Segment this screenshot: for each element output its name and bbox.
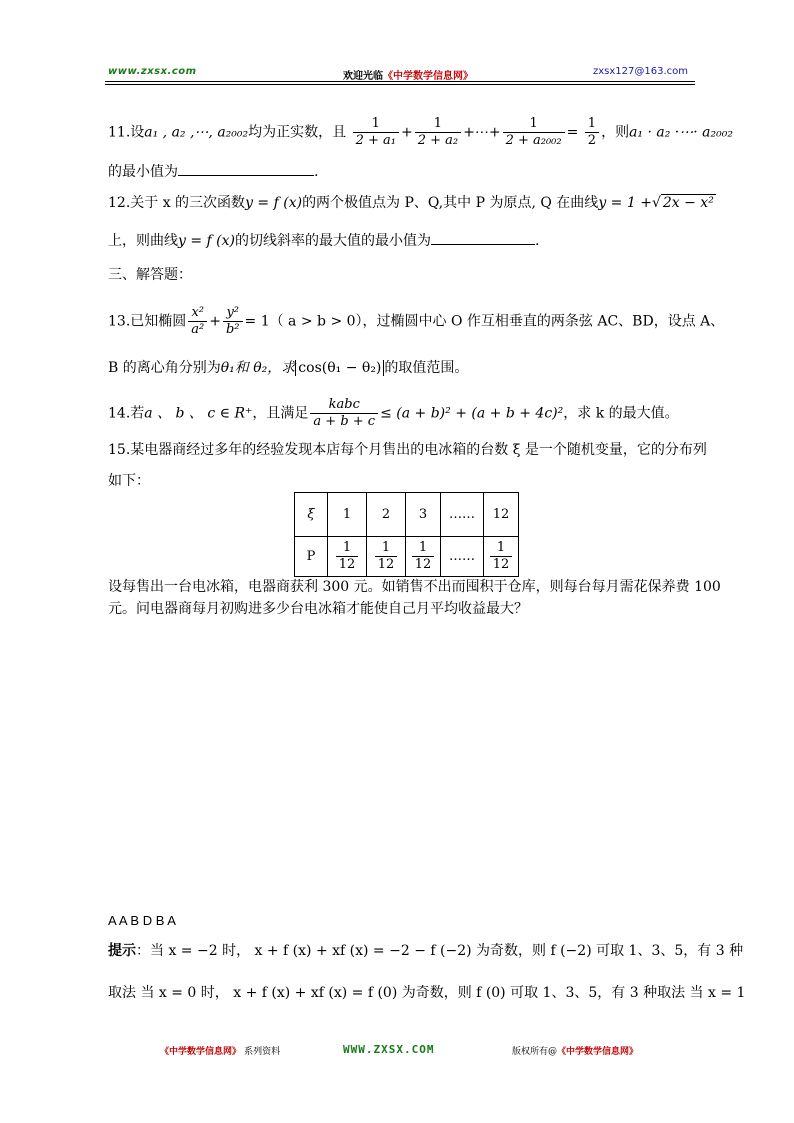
q11-frac-half: $\frac{1}{2}$ [585,116,599,149]
q12-line1: 12.关于 x 的三次函数y = f (x)的两个极值点为 P、Q,其中 P 为原点, Q 在曲线y = 1 +√ 2x − x² [108,195,714,211]
table-frac-den: 12 [375,556,398,573]
q12-curve: y = 1 + [598,195,652,211]
q11-prefix: 11.设 [108,124,145,141]
footer-left-brand: 《中学数学信息网》 [160,1047,242,1057]
q13-line2 [108,358,468,378]
table-frac-den: 12 [490,556,513,573]
q15-line1: 15.某电器商经过多年的经验发现本店每个月售出的电冰箱的台数 ξ 是一个随机变量，它的分布列 [108,442,707,458]
q14-ineq: ≤ (a + b)² + (a + b + 4c)² [380,405,564,422]
q13-line2-b: 的取值范围。 [384,360,469,376]
q14-prefix: 14.若 [108,405,145,422]
q13-frac-y: $\frac{\text{y²}}{\text{b²}}$ [223,305,243,338]
table-frac-den: 12 [412,556,435,573]
header-site: www.zxsx.com [108,66,197,77]
table-cell [367,537,406,577]
table-frac-num: 1 [381,540,391,555]
table-frac-den: 12 [336,556,359,573]
footer-right-prefix: 版权所有@ [512,1047,558,1057]
q14-frac-num: kabc [328,397,360,412]
table-frac-num: 1 [418,540,428,555]
hint-line1 [108,941,743,961]
table-cell [484,537,519,577]
q14-mid: ，且满足 [252,405,309,422]
footer-left [160,1044,280,1057]
q13-prefix: 13.已知椭圆 [108,313,187,330]
q15-line3: 设每售出一台电冰箱，电器商获利 300 元。如销售不出而囤积于仓库，则每台每月需花保养费 100 [108,579,721,595]
q12-period: . [535,233,540,249]
header-welcome-prefix: 欢迎光临 [343,71,383,82]
header-divider [105,81,695,82]
q15-line4: 元。问电器商每月初购进多少台电冰箱才能使自己月平均收益最大？ [108,601,528,617]
header-email: zxsx127@163.com [593,66,689,77]
q13-abs: cos(θ₁ − θ₂) [295,360,384,376]
q12-line2-a: 上，则曲线 [108,233,178,249]
header-welcome-brand: 《中学数学信息网》 [383,71,473,82]
footer-right [512,1044,638,1057]
q12-sqrt: 2x − x² [662,195,714,211]
table-cell: …… [441,537,484,577]
q11-mid: 均为正实数，且 [248,124,347,141]
q11-product: a₁ · a₂ ·⋯· a₂₀₀₂ [629,124,733,141]
q11-frac-1: $\frac{1}{\text{2 + a₁}}$ [353,116,399,149]
q13-theta: θ₁和 θ₂，求 [220,360,296,376]
footer-right-brand: 《中学数学信息网》 [557,1047,639,1057]
q14-vars: a 、 b 、 c ∈ R⁺ [144,405,253,422]
q14-frac [310,397,378,430]
footer-left-suffix: 系列资料 [244,1047,281,1057]
q11-period: . [314,164,319,180]
table-cell: 3 [406,493,441,537]
distribution-table [294,492,519,577]
table-cell: …… [441,493,484,537]
hint-line1-text: ：当 x = −2 时， x + f (x) + xf (x) = −2 − f (−2) 为奇数，则 f (−2) 可取 1、3、5，有 3 种 [136,943,744,959]
q12-line2-b: 的切线斜率的最大值的最小值为 [235,233,431,249]
table-row [295,493,519,537]
table-row [295,537,519,577]
q12-text1: 12.关于 x 的三次函数 [108,195,246,211]
q11-eq: = [566,124,583,141]
table-cell [406,537,441,577]
q12-answer-blank [431,232,535,245]
q11-answer-blank [178,163,314,176]
q13-line1: 13.已知椭圆 $\frac{\text{x²}}{\text{a²}}$ + $\frac{\text{y²}}{\text{b²}}$ = 1（ a > b > 0），过椭圆中心 O 作互相垂直的两条弦 AC、BD，设点 A、 [108,305,725,337]
q11-frac-3: $\frac{1}{\text{2 + a₂₀₀₂}}$ [503,116,565,149]
table-cell: ξ [295,493,328,537]
header-divider-2 [105,84,695,85]
q11-then: ，则 [601,124,630,141]
q13-frac-x: $\frac{\text{x²}}{\text{a²}}$ [188,305,207,338]
q14-end: ，求 k 的最大值。 [563,405,679,422]
header-welcome [343,67,473,82]
q11-line2 [108,162,318,182]
q14-frac-den: a + b + c [310,413,378,430]
table-cell: 2 [367,493,406,537]
table-cell: 12 [484,493,519,537]
hint-label: 提示 [108,943,136,959]
table-cell: P [295,537,328,577]
q12-line2-func: y = f (x) [178,233,235,249]
q11-vars: a₁ , a₂ ,⋯, a₂₀₀₂ [144,124,249,141]
table-frac-num: 1 [496,540,506,555]
q13-eq-rest: = 1（ a > b > 0），过椭圆中心 O 作互相垂直的两条弦 AC、BD，设点 A、 [244,313,725,330]
q11-frac-2: $\frac{1}{\text{2 + a₂}}$ [415,116,461,149]
footer-site: WWW.ZXSX.COM [343,1043,435,1056]
q12-line2 [108,231,539,251]
answer-key: A A B D B A [108,913,176,928]
hint-line2: 取法 当 x = 0 时， x + f (x) + xf (x) = f (0) 为奇数，则 f (0) 可取 1、3、5，有 3 种取法 当 x = 1 [108,985,746,1001]
q11-line1: 11.设a₁ , a₂ ,⋯, a₂₀₀₂均为正实数，且 $\frac{1}{\text{2 + a₁}}$ + $\frac{1}{\text{2 + a₂}}$ +⋯+ $\frac{1}{\text{2 + a₂₀₀₂}}$ = $\frac{1}{2}$ ，则a₁ · a₂ ·⋯· a₂₀₀₂ [108,116,733,148]
q15-line2: 如下： [108,473,150,489]
section-3-title: 三、解答题： [108,267,192,283]
table-cell [328,537,367,577]
q13-line2-a: B 的离心角分别为 [108,360,221,376]
q12-text2: 的两个极值点为 P、Q,其中 P 为原点, Q 在曲线 [302,195,599,211]
table-cell: 1 [328,493,367,537]
q14-line [108,397,679,430]
q12-func: y = f (x) [245,195,303,211]
table-frac-num: 1 [342,540,352,555]
q11-line2-text: 的最小值为 [108,164,178,180]
